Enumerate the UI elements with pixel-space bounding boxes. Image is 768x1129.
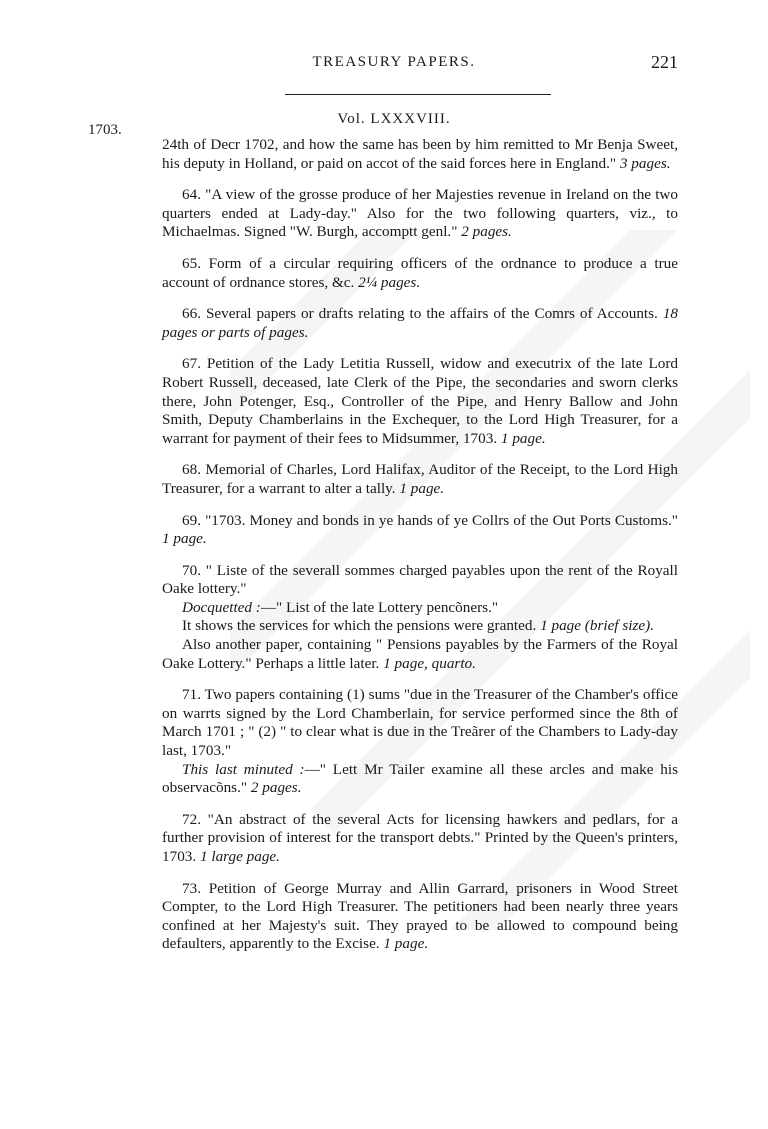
entry-70	[162, 562, 678, 674]
header-rule	[285, 94, 551, 95]
entry-71	[162, 686, 678, 798]
entry-extra-text: It shows the services for which the pensions were granted.	[182, 617, 537, 635]
page-number: 221	[651, 52, 678, 72]
entry-continuation	[162, 136, 678, 173]
document-body	[162, 136, 678, 967]
entry-text: 67. Petition of the Lady Letitia Russell, widow and executrix of the late Lord Robert Russell, deceased, late Clerk of the Pipe, the secondaries and sworn clerks there, John Potenger, Esq., Controller of the Pipe, and Henry Ballow and John Smith, Deputy Chamberlains in the Exchequer, to the Lord High Treasurer, for a warrant for payment of their fees to Midsummer, 1703.	[162, 355, 678, 447]
entry-text: 72. "An abstract of the several Acts for licensing hawkers and pedlars, for a further provision of interest for the transport debts." Printed by the Queen's printers, 1703.	[162, 810, 678, 865]
entry-text: 68. Memorial of Charles, Lord Halifax, Auditor of the Receipt, to the Lord High Treasurer, for a warrant to alter a tally.	[162, 461, 678, 497]
entry-extra-text: Also another paper, containing " Pensions payables by the Farmers of the Royal Oake Lottery." Perhaps a little later.	[162, 636, 678, 672]
entry-text: 65. Form of a circular requiring officers of the ordnance to produce a true account of ordnance stores, &c.	[162, 254, 678, 291]
entry-72	[162, 811, 678, 867]
entry-73	[162, 880, 678, 954]
running-title: TREASURY PAPERS.	[312, 54, 476, 70]
entry-note: 2 pages.	[250, 779, 302, 797]
entry-67	[162, 355, 678, 448]
page-header	[110, 54, 678, 80]
entry-note: 1 page.	[399, 479, 445, 497]
minute-text: —" Lett Mr Tailer examine all these arcles and make his observacõns."	[162, 760, 678, 797]
year-margin-note: 1703.	[88, 122, 122, 138]
entry-66	[162, 305, 678, 342]
entry-text: 69. "1703. Money and bonds in ye hands of ye Collrs of the Out Ports Customs."	[182, 511, 678, 529]
entry-note: 2¼ pages.	[358, 273, 421, 291]
docquet-text: —" List of the late Lottery pencõners."	[260, 598, 499, 616]
entry-note: 3 pages.	[619, 154, 671, 172]
entry-note: 1 page.	[383, 935, 429, 953]
entry-note: 1 large page.	[199, 848, 280, 865]
entry-text: 64. "A view of the grosse produce of her Majesties revenue in Ireland on the two quarters ended at Lady-day." Also for the two following quarters, viz., to Michaelmas. Signed "W. Burgh, accomptt genl."	[162, 186, 678, 241]
entry-text: 73. Petition of George Murray and Allin Garrard, prisoners in Wood Street Compter, to the Lord High Treasurer. The petitioners had been nearly three years confined at her Majesty's suit. They prayed to be allowed to compound being defaulters, apparently to the Excise.	[162, 879, 678, 953]
entry-text: 70. " Liste of the severall sommes charged payables upon the rent of the Royall Oake lottery."	[162, 561, 678, 598]
entry-68	[162, 461, 678, 498]
entry-note: 18 pages or parts of pages.	[162, 305, 678, 341]
docquet-label: Docquetted :	[182, 598, 261, 616]
entry-64	[162, 186, 678, 242]
entry-65	[162, 255, 678, 292]
volume-heading: Vol. LXXXVIII.	[337, 111, 451, 127]
entry-note: 1 page (brief size).	[540, 617, 654, 635]
entry-note: 2 pages.	[461, 223, 512, 241]
entry-note: 1 page, quarto.	[383, 654, 476, 672]
entry-text: 24th of Decr 1702, and how the same has been by him remitted to Mr Benja Sweet, his deputy in Holland, or paid on accot of the said forces here in England."	[162, 136, 678, 172]
entry-note: 1 page.	[500, 429, 546, 447]
entry-text: 66. Several papers or drafts relating to the affairs of the Comrs of Accounts.	[182, 305, 658, 323]
minute-label: This last minuted :	[182, 760, 305, 778]
entry-note: 1 page.	[162, 530, 207, 548]
entry-69	[162, 512, 678, 549]
entry-text: 71. Two papers containing (1) sums "due in the Treasurer of the Chamber's office on warrts signed by the Lord Chamberlain, for service performed since the 8th of March 1701 ; " (2) " to clear what is due in the Treãrer of the Chambers to Lady-day last, 1703."	[162, 686, 678, 760]
